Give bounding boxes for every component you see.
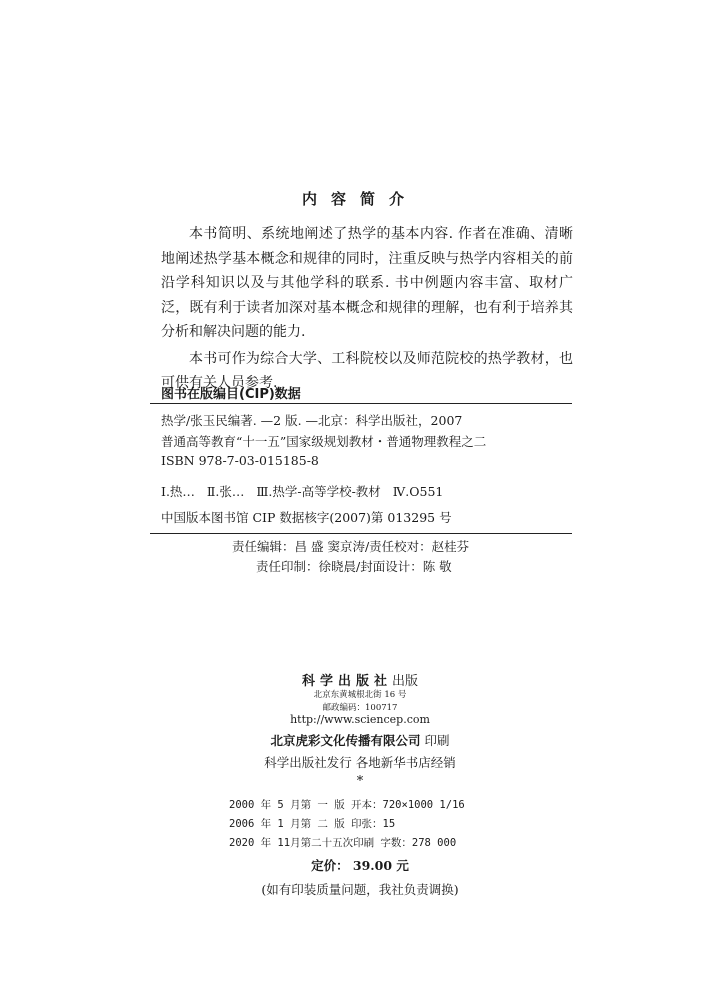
staff-editors: 责任编辑：昌 盛 窦京涛/责任校对：赵桂芬 xyxy=(232,539,470,554)
distribution-line: 科学出版社发行 各地新华书店经销 xyxy=(264,755,456,770)
summary-paragraph-2: 本书可作为综合大学、工科院校以及师范院校的热学教材，也可供有关人员参考. xyxy=(161,350,573,391)
cip-line-classification: Ⅰ.热… Ⅱ.张… Ⅲ.热学-高等学校-教材 Ⅳ.O551 xyxy=(161,484,444,499)
publisher-name: 科学出版社 xyxy=(301,674,392,689)
printer-suffix: 印刷 xyxy=(424,733,450,748)
staff-production: 责任印制：徐晓晨/封面设计：陈 敬 xyxy=(256,559,452,574)
edition-line-3: 2020 年 11月第二十五次印刷 字数：278 000 xyxy=(229,837,457,849)
summary-title: 内容简介 xyxy=(301,190,418,208)
printer-line xyxy=(0,731,720,749)
quality-note: (如有印装质量问题，我社负责调换) xyxy=(261,882,459,897)
cip-bottom-rule xyxy=(150,533,572,534)
publisher-line xyxy=(0,670,720,689)
cip-line-record-number: 中国版本图书馆 CIP 数据核字(2007)第 013295 号 xyxy=(161,510,452,525)
cip-line-isbn: ISBN 978-7-03-015185-8 xyxy=(161,453,319,468)
summary-body xyxy=(161,222,573,396)
summary-paragraph-1: 本书简明、系统地阐述了热学的基本内容. 作者在准确、清晰地阐述热学基本概念和规律的同时，注重反映与热学内容相关的前沿学科知识以及与其他学科的联系. 书中例题内容丰富、取材广泛，既有利于读者加深对基本概念和规律的理解，也有利于培养其分析和解决问题的能力. xyxy=(161,226,573,340)
edition-line-2: 2006 年 1 月第 二 版 印张：15 xyxy=(229,818,396,830)
publisher-url: http://www.sciencep.com xyxy=(290,713,430,726)
printer-name: 北京虎彩文化传播有限公司 xyxy=(270,733,421,748)
publisher-address: 北京东黄城根北街 16 号 xyxy=(313,690,407,700)
cip-line-title: 热学/张玉民编著. —2 版. —北京：科学出版社，2007 xyxy=(161,413,463,428)
publisher-postcode: 邮政编码：100717 xyxy=(322,703,398,713)
separator-asterisk: * xyxy=(356,774,364,789)
cip-heading: 图书在版编目(CIP)数据 xyxy=(161,387,301,402)
edition-line-1: 2000 年 5 月第 一 版 开本：720×1000 1/16 xyxy=(229,799,465,811)
cip-top-rule xyxy=(150,403,572,404)
publisher-suffix: 出版 xyxy=(392,674,419,689)
price: 定价： 39.00 元 xyxy=(311,858,409,873)
cip-line-series: 普通高等教育“十一五”国家级规划教材・普通物理教程之二 xyxy=(161,434,487,449)
